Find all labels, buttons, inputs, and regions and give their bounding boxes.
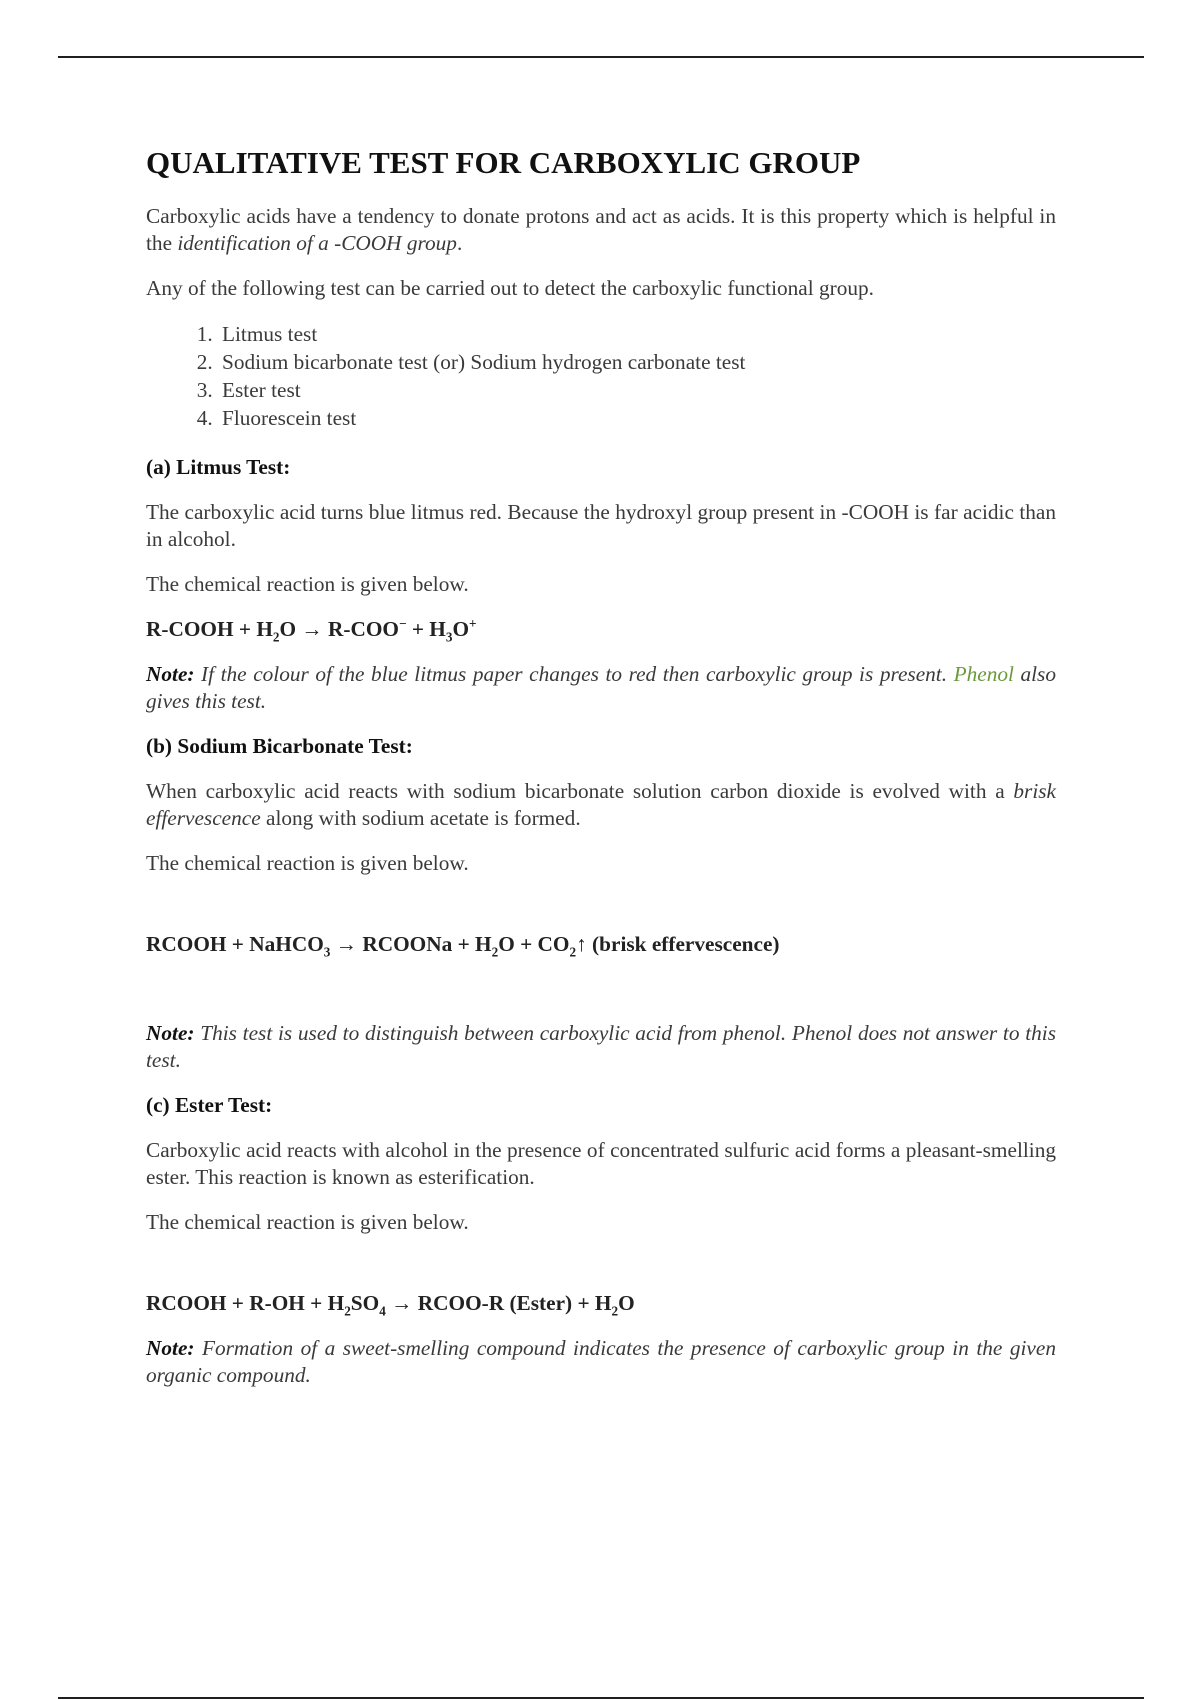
litmus-note: Note: If the colour of the blue litmus paper changes to red then carboxylic group is present. Phenol also gives this test. [146, 662, 1056, 713]
page-title: QUALITATIVE TEST FOR CARBOXYLIC GROUP [146, 145, 861, 180]
ester-note: Note: Formation of a sweet-smelling compound indicates the presence of carboxylic group in the given organic compound. [146, 1336, 1056, 1387]
intro-emphasis: identification of a -COOH group [177, 231, 457, 255]
ester-reaction-intro: The chemical reaction is given below. [146, 1210, 469, 1234]
bicarbonate-paragraph: When carboxylic acid reacts with sodium bicarbonate solution carbon dioxide is evolved with a brisk effervescence along with sodium acetate is formed. [146, 779, 1056, 830]
phenol-link[interactable]: Phenol [953, 662, 1014, 686]
ester-paragraph: Carboxylic acid reacts with alcohol in the presence of concentrated sulfuric acid forms a pleasant-smelling ester. This reaction is known as esterification. [146, 1138, 1056, 1189]
test-list [146, 320, 1056, 432]
section-heading-bicarbonate: (b) Sodium Bicarbonate Test: [146, 734, 413, 758]
top-rule [58, 56, 1144, 58]
list-item: 1. Litmus test [218, 320, 1056, 348]
ester-equation: RCOOH + $R-OH + H_2SO_4$ → RCOO-R (Ester) + $H_2O$ [146, 1291, 635, 1319]
litmus-reaction-intro: The chemical reaction is given below. [146, 572, 469, 596]
list-item: 4. Fluorescein test [218, 404, 1056, 432]
bicarbonate-equation: RCOOH + NaHCO$_3$ → RCOONa + $H_2O$ + $CO_2↑$ (brisk effervescence) [146, 932, 780, 960]
bottom-rule [58, 1697, 1144, 1699]
intro-paragraph: Carboxylic acids have a tendency to donate protons and act as acids. It is this property which is helpful in the identification of a -COOH group. [146, 204, 1056, 255]
intro-paragraph-2: Any of the following test can be carried out to detect the carboxylic functional group. [146, 276, 874, 300]
document-body [146, 143, 1056, 1407]
litmus-equation: R-COOH + $H_2O \to R-COO^- + H_3O^+$ [146, 615, 477, 645]
litmus-paragraph: The carboxylic acid turns blue litmus red. Because the hydroxyl group present in -COOH is far acidic than in alcohol. [146, 500, 1056, 551]
list-item: 3. Ester test [218, 376, 1056, 404]
list-item: 2. Sodium bicarbonate test (or) Sodium hydrogen carbonate test [218, 348, 1056, 376]
bicarbonate-reaction-intro: The chemical reaction is given below. [146, 851, 469, 875]
section-heading-litmus: (a) Litmus Test: [146, 455, 291, 479]
bicarbonate-note: Note: This test is used to distinguish between carboxylic acid from phenol. Phenol does not answer to this test. [146, 1021, 1056, 1072]
section-heading-ester: (c) Ester Test: [146, 1093, 273, 1117]
